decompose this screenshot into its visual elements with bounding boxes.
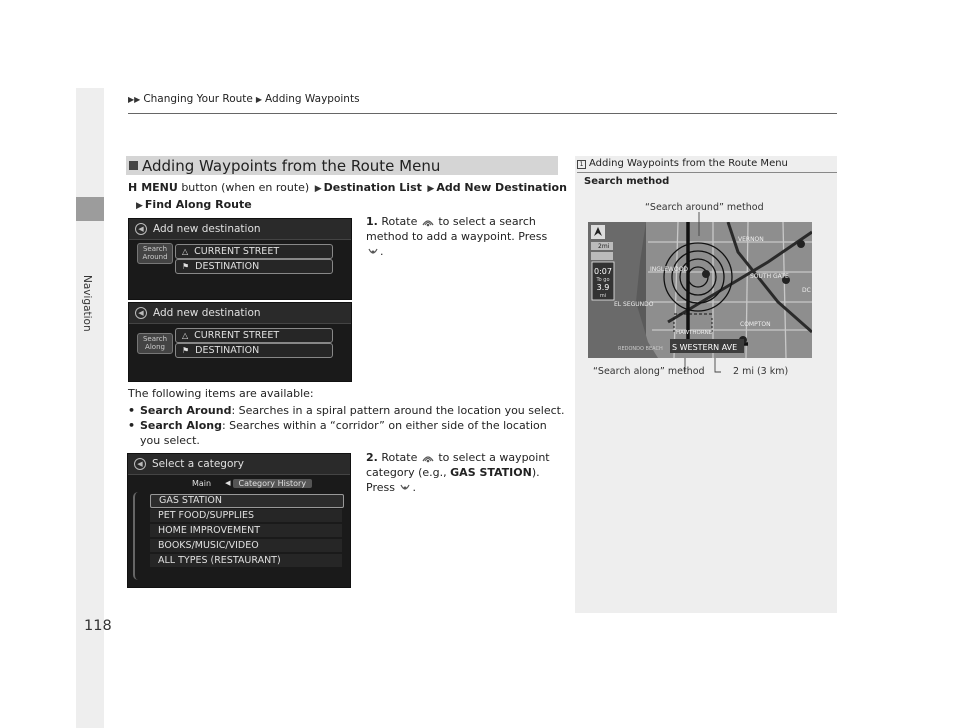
map-to-go: To go bbox=[596, 277, 610, 283]
back-icon[interactable]: ◀ bbox=[135, 223, 147, 235]
step-text: to select a search method to add a waypoint. Press bbox=[366, 215, 548, 243]
map-distance: 3.9 bbox=[596, 283, 610, 292]
step-text: Rotate bbox=[381, 451, 418, 464]
search-around-tag[interactable]: Search Around bbox=[137, 243, 173, 264]
sidebar-title bbox=[577, 158, 788, 169]
step-text: to select a waypoint category (e.g., bbox=[366, 451, 550, 479]
screen-search-around bbox=[128, 218, 352, 300]
callout-lines bbox=[575, 200, 837, 380]
category-item-pet-food[interactable] bbox=[150, 509, 342, 522]
map-place-label: HAWTHORNE bbox=[676, 330, 713, 336]
path-add-new-destination: Add New Destination bbox=[436, 181, 567, 194]
destination-option[interactable] bbox=[175, 259, 333, 274]
interface-dial-icon bbox=[421, 452, 435, 464]
category-item-all-types[interactable] bbox=[150, 554, 342, 567]
category-label: GAS STATION bbox=[159, 495, 222, 506]
triangle-icon: △ bbox=[182, 247, 189, 256]
section-heading bbox=[126, 156, 558, 175]
bullet-desc: : Searches within a “corridor” on either side of the location you select. bbox=[140, 419, 547, 447]
map-place-label: INGLEWOOD bbox=[650, 266, 689, 273]
option-label: DESTINATION bbox=[195, 345, 260, 356]
screen-search-along bbox=[128, 302, 352, 382]
category-label: BOOKS/MUSIC/VIDEO bbox=[158, 540, 259, 551]
bullet-list bbox=[128, 403, 568, 448]
step-1 bbox=[366, 214, 558, 259]
bullet-term: Search Around bbox=[140, 404, 232, 417]
list-item bbox=[128, 418, 568, 448]
path-find-along-route: Find Along Route bbox=[144, 198, 252, 211]
current-street-option[interactable] bbox=[175, 244, 333, 259]
step-number: 2. bbox=[366, 451, 378, 464]
breadcrumb-item[interactable]: Changing Your Route bbox=[143, 93, 253, 105]
back-icon[interactable]: ◀ bbox=[134, 458, 146, 470]
path-arrow-icon: ▶ bbox=[314, 184, 322, 194]
flag-icon: ⚑ bbox=[182, 346, 190, 355]
bullet-icon: • bbox=[128, 419, 136, 432]
tab-category-history[interactable]: Category History bbox=[233, 479, 313, 488]
back-icon[interactable]: ◀ bbox=[135, 307, 147, 319]
screen-titlebar bbox=[129, 303, 351, 324]
menu-suffix: button (when en route) bbox=[181, 181, 310, 194]
option-label: DESTINATION bbox=[195, 261, 260, 272]
map-place-label: COMPTON bbox=[740, 321, 771, 328]
category-item-home-improvement[interactable] bbox=[150, 524, 342, 537]
step-text: Press bbox=[366, 481, 395, 494]
label-distance: 2 mi (3 km) bbox=[733, 366, 789, 377]
step-example: GAS STATION bbox=[450, 466, 532, 479]
map-place-label: DC bbox=[802, 287, 811, 294]
map-place-label: EL SEGUNDO bbox=[614, 301, 654, 308]
bullet-icon: • bbox=[128, 404, 136, 417]
search-along-tag[interactable]: Search Along bbox=[137, 333, 173, 354]
path-arrow-icon: ▶ bbox=[136, 201, 143, 211]
map-time: 0:07 bbox=[594, 267, 612, 276]
screen-titlebar bbox=[128, 454, 350, 475]
category-item-books-music-video[interactable] bbox=[150, 539, 342, 552]
page-number: 118 bbox=[84, 618, 112, 634]
category-label: ALL TYPES (RESTAURANT) bbox=[158, 555, 281, 566]
destination-option[interactable] bbox=[175, 343, 333, 358]
map-place-label: VERNON bbox=[738, 236, 764, 243]
sidebar-rule bbox=[577, 172, 837, 173]
path-arrow-icon: ▶ bbox=[427, 184, 435, 194]
section-title: Adding Waypoints from the Route Menu bbox=[142, 156, 441, 175]
option-label: CURRENT STREET bbox=[194, 246, 280, 257]
breadcrumb bbox=[128, 93, 360, 105]
category-label: PET FOOD/SUPPLIES bbox=[158, 510, 255, 521]
bullet-desc: : Searches in a spiral pattern around the location you select. bbox=[231, 404, 565, 417]
map-place-label: SOUTH GATE bbox=[750, 273, 789, 280]
section-square-icon bbox=[129, 161, 138, 170]
step-text: Rotate bbox=[381, 215, 418, 228]
menu-button-label: MENU bbox=[141, 181, 178, 194]
sidebar-title-text: Adding Waypoints from the Route Menu bbox=[589, 158, 788, 169]
screen-select-category bbox=[127, 453, 351, 588]
step-text: . bbox=[380, 245, 384, 258]
label-search-along: “Search along” method bbox=[593, 366, 705, 377]
step-2 bbox=[366, 450, 558, 495]
items-intro: The following items are available: bbox=[128, 387, 314, 400]
side-label: Navigation bbox=[81, 275, 93, 332]
label-search-around: “Search around” method bbox=[645, 202, 764, 213]
tab-main[interactable]: Main bbox=[192, 478, 212, 488]
breadcrumb-arrow-icon: ▶ bbox=[255, 94, 263, 104]
triangle-icon: △ bbox=[182, 331, 189, 340]
category-label: HOME IMPROVEMENT bbox=[158, 525, 261, 536]
interface-dial-press-icon bbox=[366, 246, 380, 258]
breadcrumb-item[interactable]: Adding Waypoints bbox=[265, 93, 360, 105]
flag-icon: ⚑ bbox=[182, 262, 190, 271]
map-place-label: REDONDO BEACH bbox=[618, 346, 663, 352]
path-destination-list: Destination List bbox=[323, 181, 422, 194]
map-unit: mi bbox=[599, 293, 607, 299]
screen-title: Add new destination bbox=[153, 223, 261, 235]
bullet-term: Search Along bbox=[140, 419, 222, 432]
side-tab-marker bbox=[76, 197, 104, 221]
step-text: . bbox=[412, 481, 416, 494]
screen-titlebar bbox=[129, 219, 351, 240]
screen-title: Select a category bbox=[152, 458, 244, 470]
tab-arrow-icon: ◀ bbox=[225, 479, 231, 487]
scroll-track[interactable] bbox=[133, 492, 143, 580]
note-marker-icon: 1 bbox=[577, 160, 586, 169]
interface-dial-press-icon bbox=[398, 482, 412, 494]
search-method-heading: Search method bbox=[584, 176, 670, 187]
hand-press-icon: H bbox=[128, 181, 138, 194]
screen-title: Add new destination bbox=[153, 307, 261, 319]
interface-dial-icon bbox=[421, 216, 435, 228]
header-rule bbox=[128, 113, 837, 114]
step-number: 1. bbox=[366, 215, 378, 228]
list-item bbox=[128, 403, 568, 418]
breadcrumb-arrow-icon: ▶▶ bbox=[128, 94, 141, 104]
category-tabs bbox=[148, 477, 338, 489]
step-text: ). bbox=[531, 466, 540, 479]
current-street-option[interactable] bbox=[175, 328, 333, 343]
category-item-gas-station[interactable] bbox=[150, 494, 344, 508]
map-street-label: S WESTERN AVE bbox=[672, 343, 738, 352]
map-scale: 2mi bbox=[598, 243, 610, 250]
option-label: CURRENT STREET bbox=[194, 330, 280, 341]
navigation-path bbox=[128, 180, 568, 214]
